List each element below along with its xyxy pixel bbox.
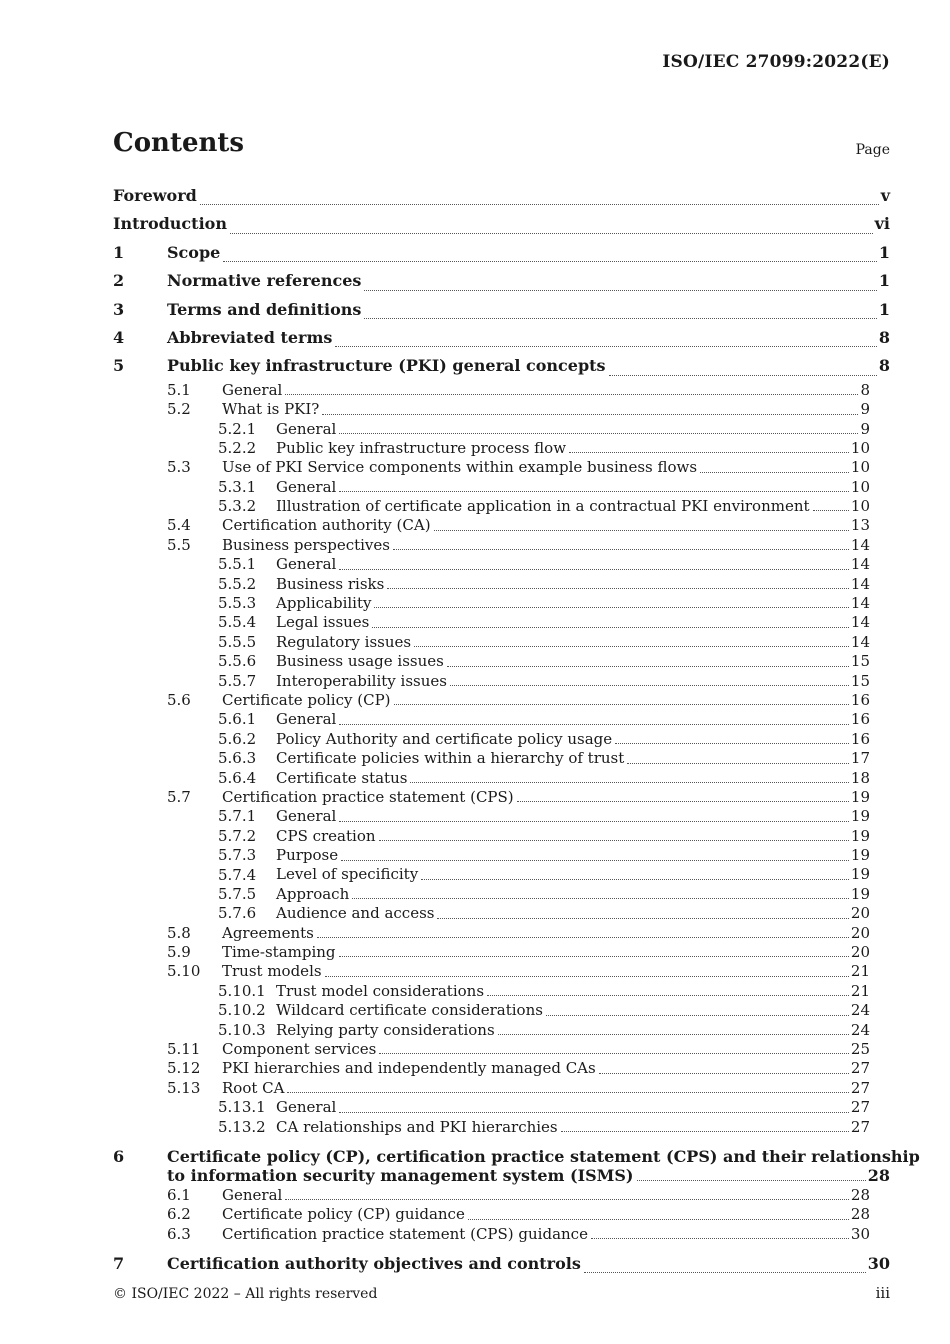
toc-entry-number: 5.5 — [167, 535, 191, 554]
toc-entry-title: Normative references — [167, 267, 362, 295]
toc-entry[interactable] — [113, 458, 890, 477]
toc-entry-title: Audience and access — [276, 904, 435, 923]
toc-entry[interactable] — [113, 1225, 890, 1244]
toc-entry-title-continued: to information security management system (ISMS) — [167, 1166, 634, 1186]
document-id-header: ISO/IEC 27099:2022(E) — [662, 52, 890, 72]
leader-dots — [546, 1015, 849, 1016]
toc-entry-page: 28 — [867, 1166, 890, 1186]
leader-dots — [364, 318, 876, 319]
toc-entry-page: 16 — [850, 729, 870, 748]
toc-entry-number: 4 — [113, 327, 125, 347]
toc-entry-title: Legal issues — [276, 613, 370, 632]
leader-dots — [200, 204, 879, 205]
toc-entry-number: 5.2.1 — [218, 419, 257, 438]
toc-entry[interactable] — [113, 352, 890, 380]
toc-entry[interactable] — [113, 400, 890, 419]
toc-entry-title: Interoperability issues — [276, 671, 447, 690]
toc-entry-page: 15 — [850, 652, 870, 671]
toc-entry-page: 19 — [850, 787, 870, 806]
leader-dots — [339, 569, 849, 570]
toc-entry-number: 5.5.6 — [218, 652, 257, 671]
toc-entry-page: v — [880, 185, 890, 205]
toc-entry[interactable] — [113, 1250, 890, 1278]
toc-entry-number: 6.1 — [167, 1185, 191, 1204]
toc-entry[interactable] — [113, 1186, 890, 1205]
toc-entry-page: 14 — [850, 555, 870, 574]
toc-entry-page: 28 — [850, 1205, 870, 1224]
leader-dots — [615, 743, 849, 744]
leader-dots — [339, 1112, 849, 1113]
leader-dots — [421, 879, 849, 880]
leader-dots — [487, 995, 849, 996]
toc-entry[interactable] — [113, 710, 890, 729]
leader-dots — [317, 937, 849, 938]
toc-entry-page: 27 — [850, 1098, 870, 1117]
toc-entry-title: Wildcard certificate considerations — [276, 1001, 543, 1020]
toc-entry-number: 5.10 — [167, 962, 201, 981]
leader-dots — [379, 840, 849, 841]
toc-entry-number: 5.1 — [167, 380, 191, 399]
toc-entry-number: 5.7.6 — [218, 904, 257, 923]
leader-dots — [561, 1131, 849, 1132]
toc-entry-number: 5.6.1 — [218, 710, 257, 729]
leader-dots — [468, 1219, 849, 1220]
toc-entry[interactable] — [113, 267, 890, 295]
toc-entry-title: Business usage issues — [276, 652, 444, 671]
leader-dots — [325, 976, 849, 977]
toc-entry-page: 17 — [850, 749, 870, 768]
toc-entry-page: 8 — [860, 380, 870, 399]
toc-entry-title: Certificate status — [276, 768, 408, 787]
toc-entry-page: 13 — [850, 516, 870, 535]
toc-entry-page: 24 — [850, 1001, 870, 1020]
toc-entry-number: 2 — [113, 271, 125, 291]
toc-entry-page: 21 — [850, 981, 870, 1000]
toc-entry-title: What is PKI? — [222, 400, 320, 419]
toc-entry-number: 5.11 — [167, 1040, 201, 1059]
toc-entry-number: 7 — [113, 1253, 125, 1273]
toc-entry-page: 14 — [850, 574, 870, 593]
toc-entry-number: 5.5.7 — [218, 671, 257, 690]
toc-entry-number: 5.2 — [167, 400, 191, 419]
toc-entry[interactable] — [113, 846, 890, 865]
toc-entry-title: General — [276, 1098, 337, 1117]
toc-entry-title: CPS creation — [276, 826, 376, 845]
toc-entry-title: General — [276, 419, 337, 438]
leader-dots — [700, 472, 849, 473]
toc-entry-number: 5.5.3 — [218, 594, 257, 613]
leader-dots — [364, 290, 876, 291]
toc-entry-page: 10 — [850, 497, 870, 516]
leader-dots — [447, 666, 849, 667]
toc-entry-number: 5.3.1 — [218, 477, 257, 496]
toc-entry-page: 14 — [850, 613, 870, 632]
leader-dots — [637, 1180, 866, 1181]
toc-entry-number: 6.3 — [167, 1224, 191, 1243]
toc-entry-number: 5.7.2 — [218, 826, 257, 845]
leader-dots — [285, 1199, 849, 1200]
toc-entry-page: 14 — [850, 535, 870, 554]
leader-dots — [591, 1238, 849, 1239]
toc-entry-page: 27 — [850, 1117, 870, 1136]
toc-entry[interactable] — [113, 575, 890, 594]
toc-entry-title: Certification practice statement (CPS) guidance — [222, 1224, 588, 1243]
toc-entry-page: 30 — [850, 1224, 870, 1243]
toc-entry[interactable] — [113, 827, 890, 846]
leader-dots — [339, 724, 849, 725]
toc-entry-page: 27 — [850, 1059, 870, 1078]
leader-dots — [450, 685, 849, 686]
toc-entry-title: PKI hierarchies and independently managed CAs — [222, 1059, 596, 1078]
toc-entry[interactable] — [113, 691, 890, 710]
toc-entry-title: Certification practice statement (CPS) — [222, 787, 514, 806]
leader-dots — [387, 588, 849, 589]
toc-entry[interactable] — [113, 1040, 890, 1059]
toc-entry-number: 5.9 — [167, 943, 191, 962]
toc-entry-title: Terms and definitions — [167, 296, 362, 324]
toc-entry[interactable] — [113, 1021, 890, 1040]
leader-dots — [230, 233, 873, 234]
toc-entry[interactable] — [113, 749, 890, 768]
toc-entry-number: 5.6.2 — [218, 729, 257, 748]
toc-entry[interactable] — [113, 769, 890, 788]
toc-entry-page: 8 — [878, 356, 890, 376]
toc-entry-page: 14 — [850, 632, 870, 651]
toc-entry[interactable] — [113, 1143, 920, 1186]
toc-entry[interactable] — [113, 182, 890, 210]
leader-dots — [335, 346, 876, 347]
toc-entry-title: General — [222, 1185, 283, 1204]
toc-entry-page: 1 — [878, 271, 890, 291]
toc-entry-number: 5.7 — [167, 787, 191, 806]
toc-entry-page: 19 — [850, 846, 870, 865]
toc-entry-number: 5.7.3 — [218, 846, 257, 865]
toc-entry-title: Trust models — [222, 962, 322, 981]
toc-entry-number: 6.2 — [167, 1205, 191, 1224]
leader-dots — [434, 530, 849, 531]
toc-entry[interactable] — [113, 381, 890, 400]
toc-entry[interactable] — [113, 516, 890, 535]
toc-entry-page: 28 — [850, 1185, 870, 1204]
toc-entry[interactable] — [113, 652, 890, 671]
toc-entry-page: 16 — [850, 690, 870, 709]
toc-entry-number: 6 — [113, 1146, 125, 1166]
toc-entry-title: Abbreviated terms — [167, 324, 333, 352]
leader-dots — [569, 452, 849, 453]
toc-entry-title: Purpose — [276, 846, 339, 865]
toc-entry-page: 16 — [850, 710, 870, 729]
toc-entry-page: 9 — [860, 419, 870, 438]
toc-entry-number: 5.10.3 — [218, 1020, 266, 1039]
toc-entry[interactable] — [113, 555, 890, 574]
leader-dots — [394, 704, 849, 705]
toc-entry-number: 5.4 — [167, 516, 191, 535]
toc-entry-number: 5.13 — [167, 1078, 201, 1097]
leader-dots — [372, 627, 849, 628]
toc-entry-page: 27 — [850, 1078, 870, 1097]
toc-entry-page: 1 — [878, 242, 890, 262]
toc-entry-page: 14 — [850, 594, 870, 613]
toc-entry[interactable] — [113, 982, 890, 1001]
toc-entry[interactable] — [113, 904, 890, 923]
leader-dots — [285, 394, 858, 395]
toc-entry[interactable] — [113, 633, 890, 652]
leader-dots — [339, 956, 849, 957]
toc-entry[interactable] — [113, 239, 890, 267]
leader-dots — [584, 1272, 866, 1273]
leader-dots — [374, 607, 848, 608]
toc-entry[interactable] — [113, 478, 890, 497]
toc-entry-number: 3 — [113, 299, 125, 319]
page-title: Contents — [113, 128, 245, 158]
toc-entry-number: 5.7.1 — [218, 807, 257, 826]
toc-entry-number: 5.3 — [167, 458, 191, 477]
toc-entry-page: 10 — [850, 438, 870, 457]
toc-entry-page: 10 — [850, 458, 870, 477]
page-column-label: Page — [855, 142, 890, 158]
toc-entry-title: Scope — [167, 239, 221, 267]
toc-entry-number: 5.13.1 — [218, 1098, 266, 1117]
toc-entry-number: 5.5.4 — [218, 613, 257, 632]
toc-entry[interactable] — [113, 730, 890, 749]
toc-entry-number: 5.5.5 — [218, 632, 257, 651]
leader-dots — [379, 1053, 849, 1054]
toc-entry-title: Time-stamping — [222, 943, 336, 962]
toc-entry-title: General — [222, 380, 283, 399]
leader-dots — [498, 1034, 849, 1035]
toc-entry[interactable] — [113, 536, 890, 555]
toc-entry-page: 18 — [850, 768, 870, 787]
toc-entry[interactable] — [113, 1079, 890, 1098]
toc-entry[interactable] — [113, 924, 890, 943]
toc-entry-title: Business risks — [276, 574, 385, 593]
page-number-footer: iii — [875, 1284, 890, 1302]
toc-entry-page: 8 — [878, 327, 890, 347]
toc-entry-title: Policy Authority and certificate policy usage — [276, 729, 613, 748]
leader-dots — [287, 1092, 848, 1093]
toc-entry-title: Certificate policies within a hierarchy of trust — [276, 749, 625, 768]
toc-entry[interactable] — [113, 672, 890, 691]
toc-entry[interactable] — [113, 1205, 890, 1224]
leader-dots — [339, 821, 849, 822]
toc-entry-page: 21 — [850, 962, 870, 981]
toc-entry-title: CA relationships and PKI hierarchies — [276, 1117, 558, 1136]
leader-dots — [339, 433, 858, 434]
leader-dots — [437, 918, 848, 919]
toc-entry[interactable] — [113, 943, 890, 962]
toc-entry-title: Certification authority objectives and controls — [167, 1250, 582, 1278]
toc-entry-title: Level of specificity — [276, 865, 419, 884]
toc-entry[interactable] — [113, 439, 890, 458]
toc-entry-page: 30 — [867, 1253, 890, 1273]
toc-entry-number: 5.10.2 — [218, 1001, 266, 1020]
toc-entry-title: Applicability — [276, 594, 372, 613]
toc-entry[interactable] — [113, 866, 890, 885]
toc-entry-page: 20 — [850, 904, 870, 923]
toc-entry-title: Relying party considerations — [276, 1020, 495, 1039]
leader-dots — [609, 375, 877, 376]
toc-entry-title: Root CA — [222, 1078, 285, 1097]
toc-entry-title: Approach — [276, 884, 350, 903]
toc-entry[interactable] — [113, 1001, 890, 1020]
toc-entry-title: Use of PKI Service components within example business flows — [222, 458, 698, 477]
toc-entry[interactable] — [113, 1098, 890, 1117]
toc-entry-title: Foreword — [113, 182, 198, 210]
toc-entry-title: Component services — [222, 1040, 377, 1058]
toc-entry-number: 5.10.1 — [218, 981, 266, 1000]
toc-entry-number: 5.12 — [167, 1059, 201, 1078]
toc-entry-number: 5.5.2 — [218, 574, 257, 593]
toc-entry-page: 19 — [850, 884, 870, 903]
toc-entry-title: Business perspectives — [222, 535, 390, 554]
toc-entry-page: 10 — [850, 477, 870, 496]
toc-entry-title: Introduction — [113, 210, 228, 238]
leader-dots — [322, 414, 858, 415]
toc-entry[interactable] — [113, 594, 890, 613]
leader-dots — [599, 1073, 849, 1074]
toc-entry-number: 5.3.2 — [218, 497, 257, 516]
leader-dots — [341, 860, 849, 861]
toc-entry[interactable] — [113, 1059, 890, 1078]
toc-entry[interactable] — [113, 497, 890, 516]
toc-entry-page: 15 — [850, 671, 870, 690]
copyright-footer: © ISO/IEC 2022 – All rights reserved — [113, 1286, 378, 1302]
toc-entry-page: 1 — [878, 299, 890, 319]
toc-entry[interactable] — [113, 885, 890, 904]
toc-entry-title: General — [276, 555, 337, 574]
leader-dots — [414, 646, 849, 647]
table-of-contents — [113, 182, 920, 1278]
toc-entry[interactable] — [113, 807, 890, 826]
toc-entry-number: 5.2.2 — [218, 438, 257, 457]
toc-entry[interactable] — [113, 1118, 890, 1137]
leader-dots — [223, 261, 877, 262]
toc-entry[interactable] — [113, 210, 890, 238]
toc-entry-title: Regulatory issues — [276, 632, 412, 651]
toc-entry-page: 19 — [850, 865, 870, 884]
toc-entry[interactable] — [113, 962, 890, 981]
toc-entry-page: 20 — [850, 943, 870, 962]
toc-entry[interactable] — [113, 324, 890, 352]
toc-entry[interactable] — [113, 788, 890, 807]
toc-entry-title: Certification authority (CA) — [222, 516, 431, 535]
toc-entry-number: 5.6.3 — [218, 749, 257, 768]
toc-entry-page: 20 — [850, 923, 870, 942]
toc-entry-number: 5.7.5 — [218, 884, 257, 903]
toc-entry-title: General — [276, 710, 337, 729]
toc-entry-number: 5.6.4 — [218, 768, 257, 787]
toc-entry-title: Illustration of certificate application in a contractual PKI environment — [276, 497, 810, 516]
toc-entry-number: 5.6 — [167, 690, 191, 709]
toc-entry-title: Agreements — [222, 923, 314, 942]
toc-entry-number: 5 — [113, 356, 125, 376]
toc-entry-title: Public key infrastructure process flow — [276, 438, 567, 457]
toc-entry-title: Certificate policy (CP), certification practice statement (CPS) and their relationship — [167, 1146, 920, 1166]
toc-entry[interactable] — [113, 420, 890, 439]
toc-entry-page: 9 — [860, 400, 870, 419]
toc-entry-title: General — [276, 477, 337, 496]
leader-dots — [393, 549, 849, 550]
toc-entry-title: Certificate policy (CP) — [222, 690, 391, 709]
toc-entry-number: 5.13.2 — [218, 1117, 266, 1136]
toc-entry-title: General — [276, 807, 337, 826]
toc-entry-page: 19 — [850, 826, 870, 845]
toc-entry-title: Public key infrastructure (PKI) general concepts — [167, 352, 607, 380]
toc-entry-number: 5.7.4 — [218, 865, 257, 884]
toc-entry-page: 19 — [850, 807, 870, 826]
leader-dots — [410, 782, 848, 783]
toc-entry-number: 5.8 — [167, 923, 191, 942]
toc-entry-page: vi — [874, 214, 890, 234]
leader-dots — [627, 763, 849, 764]
toc-entry-title: Trust model considerations — [276, 981, 485, 1000]
toc-entry-title: Certificate policy (CP) guidance — [222, 1205, 465, 1224]
leader-dots — [339, 491, 849, 492]
toc-entry[interactable] — [113, 613, 890, 632]
leader-dots — [517, 801, 849, 802]
toc-entry-page: 24 — [850, 1020, 870, 1039]
toc-entry[interactable] — [113, 296, 890, 324]
toc-entry-number: 5.5.1 — [218, 555, 257, 574]
leader-dots — [813, 510, 849, 511]
toc-entry-page: 25 — [850, 1040, 870, 1058]
toc-entry-number: 1 — [113, 242, 125, 262]
leader-dots — [352, 898, 849, 899]
